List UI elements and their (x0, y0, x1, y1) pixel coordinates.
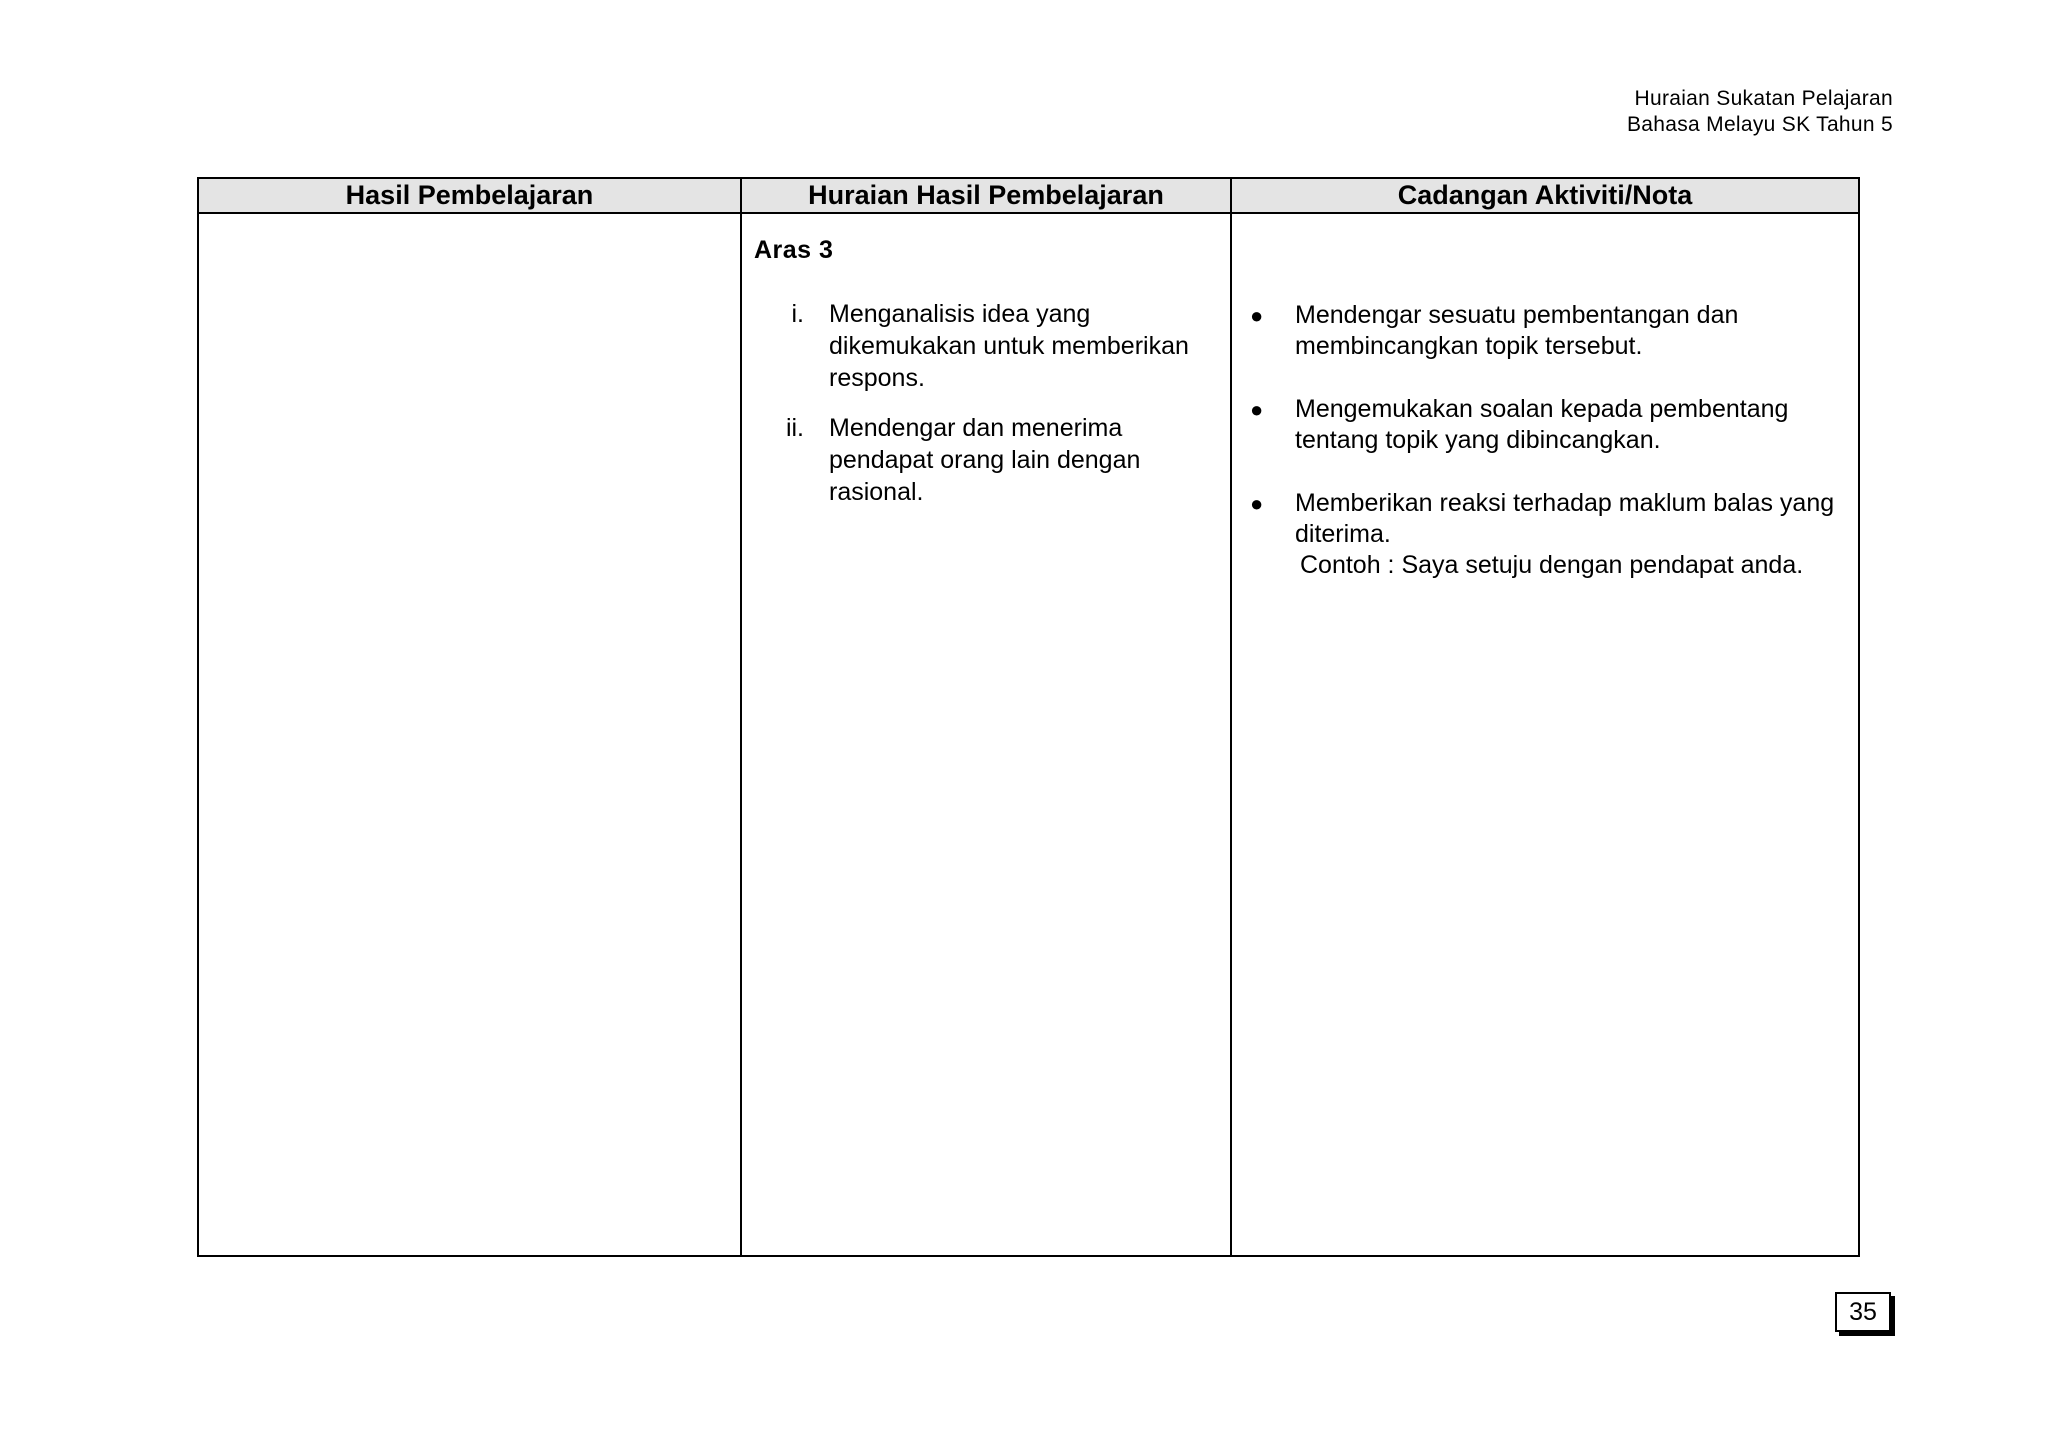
running-header-line-2: Bahasa Melayu SK Tahun 5 (1627, 113, 1893, 136)
outcome-text: Mendengar dan menerima pendapat orang lain dengan rasional. (829, 414, 1141, 506)
level-title: Aras 3 (754, 236, 834, 264)
bullet-icon: ● (1250, 303, 1264, 328)
bullet-icon: ● (1250, 397, 1264, 422)
cell-outcome-description (742, 214, 1230, 1255)
activity-text: Mengemukakan soalan kepada pembentang tentang topik yang dibincangkan. (1295, 395, 1789, 454)
column-header-activity-notes: Cadangan Aktiviti/Nota (1397, 180, 1693, 210)
outcome-number: ii. (785, 414, 804, 442)
activity-example: Contoh : Saya setuju dengan pendapat anda. (1300, 551, 1804, 579)
running-header (1627, 86, 1893, 138)
outcome-number: i. (791, 300, 804, 328)
cell-learning-outcome (199, 214, 740, 1255)
running-header-line-1: Huraian Sukatan Pelajaran (1634, 87, 1893, 110)
outcome-text: Menganalisis idea yang dikemukakan untuk memberikan respons. (829, 300, 1189, 392)
curriculum-table (197, 177, 1860, 1257)
cell-activity-notes (1232, 214, 1858, 1255)
page-number: 35 (1835, 1292, 1891, 1332)
column-header-outcome-description: Huraian Hasil Pembelajaran (808, 180, 1164, 210)
bullet-icon: ● (1250, 491, 1264, 516)
table-header-row (199, 179, 1858, 214)
activity-text: Memberikan reaksi terhadap maklum balas yang diterima. (1295, 489, 1835, 548)
column-header-learning-outcome: Hasil Pembelajaran (345, 180, 594, 210)
activity-text: Mendengar sesuatu pembentangan dan membincangkan topik tersebut. (1295, 301, 1739, 360)
